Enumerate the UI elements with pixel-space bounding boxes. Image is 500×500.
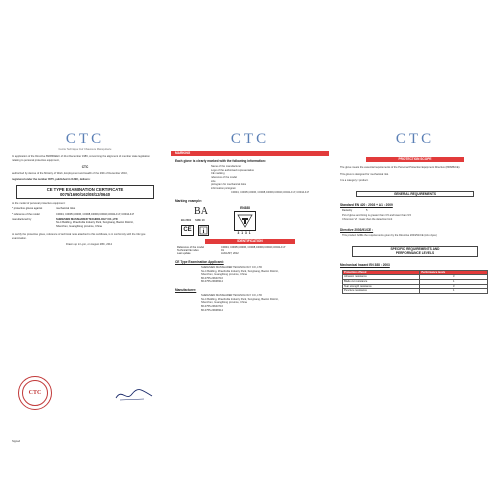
manufacturer-tel: 86-0755-29643716 (201, 304, 223, 308)
marking-example (181, 206, 319, 235)
marking-example-title: Marking example: (175, 198, 202, 203)
signature-icon (114, 388, 154, 407)
registered-text: registered under the number 0075, published in OJEC, delivers: (12, 177, 91, 181)
model-refs: C0004, C0005,C0006, C0008,C0009,C0040,C0041-F-P, C0044-F-P (231, 191, 310, 195)
specific-requirements-box: SPECIFIC REQUIREMENTS AND PERFORMANCE LEVELS (352, 246, 478, 257)
protection-scope-page (336, 128, 494, 460)
general-requirements-box: GENERAL REQUIREMENTS (356, 191, 474, 197)
info-item: Logo of the authorised representative (211, 168, 254, 172)
ident-row: Reference of the model C0004, C0005,C0006, C0008,C0009,C0040,C0041-F-P (177, 245, 286, 249)
protection-scope-header: PROTECTION SCOPE (366, 157, 464, 162)
table-header: Protection offered (343, 270, 420, 275)
certificate-title: CE TYPE EXAMINATION CERTIFICATE (46, 186, 124, 192)
applicant-address-2: Shenzhen, GuangDong province, China (201, 273, 247, 277)
ph-text: PH of glove and lining is greater than 3.5 and lower than 9.5 (342, 213, 411, 217)
category-text: It is a category I product. (340, 179, 369, 183)
info-item: information pictogram (211, 186, 236, 190)
info-list (211, 165, 325, 190)
info-item: Name of the manufacturer (211, 165, 242, 169)
applicant-address-1: No.4 Building, ZhaoFuDa Industry Park, SongGang, BaoAn District, (201, 269, 279, 273)
manufacturer-address-1: No.4 Building, ZhaoFuDa Industry Park, SongGang, BaoAn District, (56, 221, 134, 225)
applicant-title: CE Type Examination Applicant: (175, 259, 224, 264)
authorization-text: authorized by decree of the Ministry of Work, Employment and Health of the 29th of December 2010, (12, 172, 128, 176)
table-row: Puncture resistance 1 (343, 289, 488, 294)
info-book-icon (198, 225, 209, 236)
en388-label: EN388 (240, 206, 250, 211)
manufacturer-address-1: No.4 Building, ZhaoFuDa Industry Park, SongGang, BaoAn District, (201, 297, 279, 301)
ctc-logo: CTC Centre Technique Cuir Chaussure Maroquinerie (58, 131, 112, 151)
table-row: Tear strength resistance 3 (343, 284, 488, 289)
certificate-title-box (16, 185, 154, 199)
table-row: Abrasion resistance 3 (343, 275, 488, 280)
scope-text: The glove meets the essential requirements of the Personal Protection Equipment Directive (89/686/CE). (340, 166, 461, 169)
table-header: Performance levels (420, 270, 488, 275)
chromium-text: Chromium VI : lower than the detection limit (342, 218, 393, 222)
manufacturer-block (201, 294, 325, 312)
marking-header: MARKING (171, 151, 329, 156)
applicant-fax: 86-0755-29938314 (201, 280, 223, 284)
ctc-logo: CTC (230, 131, 270, 147)
manufacturer-address-2: Shenzhen, GuangDong province, China (56, 224, 102, 228)
ident-row: Technical file index 01 (177, 248, 224, 252)
model-intro: to the model of personal protective equipment: (12, 201, 66, 205)
ce-mark-icon: CE (181, 225, 194, 236)
standard-en420: Standard EN 420 : 2003 + A1 : 2009 (340, 203, 393, 208)
manufacturer-row: manufactured by SHENZHEN MASSHARER TECHNOLOGY CO.,LTD No.4 Building, ZhaoFuDa Industry Park, SongGang, BaoAn District, Shenzhen, GuangDong province, China (12, 218, 158, 228)
mechanical-hazard-title: Mechanical hazard EN 388 : 2003 (340, 262, 390, 267)
marking-intro: Each glove is clearly marked with the following information: (175, 159, 266, 163)
marking-page (171, 128, 329, 460)
info-item: pictogram for mechanical risks (211, 183, 247, 187)
info-item: reference of the model (211, 175, 237, 179)
glove-size: SIZE 10 (195, 218, 205, 222)
ppe-row: * protective gloves against mechanical risks (12, 207, 76, 211)
ba-logo: BA (194, 205, 208, 217)
manufacturer-title: Manufacturer: (175, 287, 197, 292)
performance-table (342, 270, 488, 294)
dexterity-row: Dexterity 5 (342, 209, 368, 213)
ctc-stamp-icon: CTC (18, 376, 52, 410)
applicant-tel: 86-0755-29643716 (201, 276, 223, 280)
intro-text: In application of the Directive 89/686/EEC of 21st December 1989, concerning the alignment of member state legislation relating to personal protective equipment, (12, 155, 150, 162)
conformity-text: to certify the protective glove, reference of technical note attached to this certificate, is in conformity with the CE type examination. (12, 233, 146, 240)
signature-caption: Signed (12, 440, 21, 444)
issued-text: Drawn up in Lyon, on August 28th, 2012 (66, 243, 113, 247)
info-item: size (211, 179, 216, 183)
info-item: CE marking (211, 172, 225, 176)
ba-ref: BA 2301 (181, 218, 192, 222)
table-row: Blade cut resistance 1 (343, 279, 488, 284)
svg-text:i: i (202, 228, 205, 235)
directive-text: This product fulfills the requirements given by the Directive 2003/91/CE (Azo dyes) (342, 234, 437, 238)
certificate-page (6, 128, 164, 460)
applicant-block (201, 266, 325, 284)
manufacturer-address-2: Shenzhen, GuangDong province, China (201, 301, 247, 305)
directive-title: Directive 2003/91/CE : (340, 227, 374, 232)
identification-header: IDENTIFICATION (205, 239, 295, 244)
org-name: CTC (81, 165, 89, 170)
designed-for-text: This glove is designed for mechanical risk. (340, 172, 389, 176)
mechanical-risk-hammer-icon (234, 211, 256, 231)
manufacturer-fax: 86-0755-29938314 (201, 308, 223, 312)
manufacturer-name: SHENZHEN MASSHARER TECHNOLOGY CO.,LTD (56, 217, 118, 221)
ident-row: Last update AUGUST, 2012 (177, 252, 239, 256)
ctc-logo: CTC (395, 131, 435, 147)
applicant-name: SHENZHEN MASSHARER TECHNOLOGY CO.,LTD (201, 265, 262, 269)
performance-levels: 3131 (237, 231, 253, 236)
certificate-number: 0075/1690/162/08/12/0640 (59, 191, 111, 197)
manufacturer-name: SHENZHEN MASSHARER TECHNOLOGY CO.,LTD (201, 294, 262, 298)
reference-row: * reference of the model C0004, C0005,C0006, C0008,C0009,C0040,C0041-F-P, C0044-F-P (12, 212, 135, 216)
